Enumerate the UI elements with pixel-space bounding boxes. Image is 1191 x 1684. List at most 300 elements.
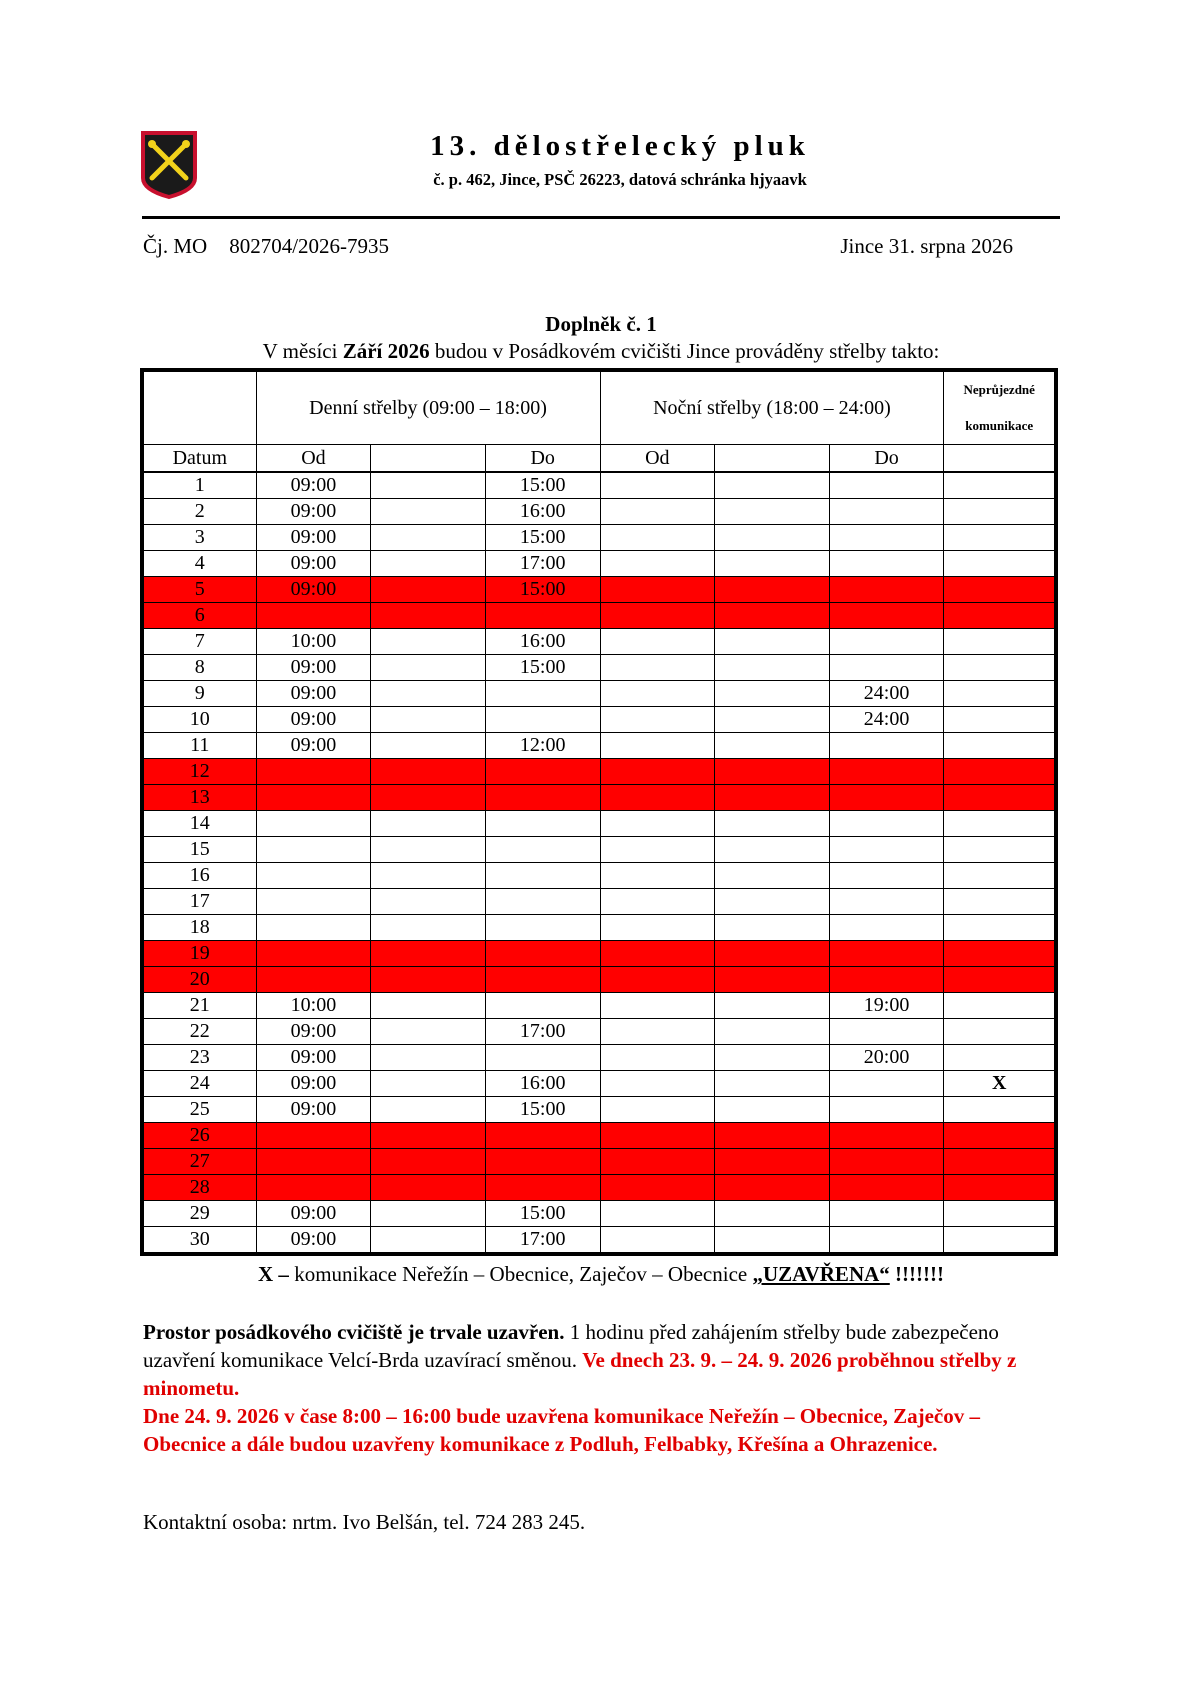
cell-time [600,733,715,759]
cell-time: 09:00 [256,655,371,681]
cell-time [715,1201,830,1227]
cell-time [485,785,600,811]
cell-date: 30 [144,1227,257,1253]
cell-time [829,759,944,785]
legend-mark: X – [258,1262,289,1286]
cell-time [829,551,944,577]
table-row [144,1071,1055,1097]
cell-time [485,1175,600,1201]
notes-paragraph-1: Prostor posádkového cvičiště je trvale uzavřen. 1 hodinu před zahájením střelby bude zabezpečeno uzavření komunikace Velcí-Brda uzavírací směnou. Ve dnech 23. 9. – 24. 9. 2026 proběhnou střelby z minometu. [143,1320,1017,1400]
cell-time [715,577,830,603]
cell-time [485,707,600,733]
cell-time [715,785,830,811]
reference-label: Čj. MO [143,234,208,258]
cell-time [715,655,830,681]
cell-time: 09:00 [256,1019,371,1045]
cell-time [829,629,944,655]
table-row [144,733,1055,759]
cell-time [944,655,1055,681]
cell-time [944,785,1055,811]
cell-time [371,655,486,681]
cell-time: 09:00 [256,1227,371,1253]
cell-date: 26 [144,1123,257,1149]
cell-time [600,551,715,577]
cell-time [600,655,715,681]
cell-time [485,811,600,837]
table-row [144,1019,1055,1045]
cell-time [944,1045,1055,1071]
header-day-to: Do [485,445,600,473]
cell-time [371,759,486,785]
cell-time: 15:00 [485,1097,600,1123]
cell-time [715,681,830,707]
reference-value: 802704/2026-7935 [229,234,390,258]
cell-time [944,889,1055,915]
cell-date: 25 [144,1097,257,1123]
cell-time [944,1201,1055,1227]
table-row [144,1045,1055,1071]
cell-time [829,811,944,837]
cell-time [256,785,371,811]
cell-time [944,577,1055,603]
cell-time: 17:00 [485,1227,600,1253]
cell-time [715,629,830,655]
cell-time: 17:00 [485,1019,600,1045]
cell-time [829,941,944,967]
cell-time [829,1175,944,1201]
cell-time [485,915,600,941]
cell-date: 16 [144,863,257,889]
cell-time [829,1201,944,1227]
cell-time: 09:00 [256,551,371,577]
cell-time: 16:00 [485,1071,600,1097]
cell-time [600,863,715,889]
cell-date: 29 [144,1201,257,1227]
cell-time [485,681,600,707]
cell-time [944,811,1055,837]
cell-time [829,785,944,811]
cell-time [944,499,1055,525]
cell-date: 3 [144,525,257,551]
cell-time: 09:00 [256,733,371,759]
cell-time [715,993,830,1019]
cell-time [371,1201,486,1227]
cell-time [600,472,715,499]
notes-section [143,1318,1043,1458]
cell-time [715,1045,830,1071]
header-night-to: Do [829,445,944,473]
cell-time [600,811,715,837]
cell-time [715,811,830,837]
table-row [144,837,1055,863]
cell-time [485,603,600,629]
cell-time [944,629,1055,655]
cell-date: 24 [144,1071,257,1097]
cell-time [829,472,944,499]
cell-time [715,707,830,733]
cell-time [485,941,600,967]
cell-time [371,499,486,525]
cell-time [256,967,371,993]
cell-time [371,733,486,759]
table-row [144,525,1055,551]
table-row [144,915,1055,941]
cell-time: 15:00 [485,655,600,681]
cell-time: 09:00 [256,472,371,499]
cell-time [256,1123,371,1149]
cell-time: 09:00 [256,1201,371,1227]
cell-time [600,1019,715,1045]
cell-time [256,837,371,863]
legend-closed-word: „UZAVŘENA“ [752,1262,890,1286]
cell-date: 7 [144,629,257,655]
cell-time: 19:00 [829,993,944,1019]
cell-time [715,525,830,551]
cell-time [371,811,486,837]
header-divider [142,216,1060,219]
cell-time [944,941,1055,967]
table-row [144,681,1055,707]
cell-time [371,1071,486,1097]
cell-time [600,1071,715,1097]
cell-time [829,525,944,551]
cell-time [715,551,830,577]
cell-time [371,1227,486,1253]
cell-time: 10:00 [256,629,371,655]
unit-address: č. p. 462, Jince, PSČ 26223, datová schránka hjyaavk [433,170,807,189]
cell-time [256,759,371,785]
cell-time: 09:00 [256,707,371,733]
cell-time [600,941,715,967]
cell-date: 8 [144,655,257,681]
table-column-header [144,445,1055,473]
cell-time [485,967,600,993]
cell-time [371,1045,486,1071]
header-night-blank [715,445,830,473]
cell-time: 16:00 [485,499,600,525]
cell-time [715,603,830,629]
cell-date: 2 [144,499,257,525]
cell-time [715,1175,830,1201]
cell-time [256,889,371,915]
cell-time [600,1201,715,1227]
table-row [144,941,1055,967]
cell-time [485,837,600,863]
cell-date: 11 [144,733,257,759]
table-row [144,1123,1055,1149]
cell-date: 18 [144,915,257,941]
cell-time [715,941,830,967]
cell-time [600,1045,715,1071]
cell-time [371,1175,486,1201]
cell-date: 21 [144,993,257,1019]
table-row [144,655,1055,681]
header-date: Datum [144,445,257,473]
cell-date: 1 [144,472,257,499]
cell-time [371,915,486,941]
cell-time [829,1097,944,1123]
cell-time [829,889,944,915]
table-row [144,759,1055,785]
cell-time [944,993,1055,1019]
cell-time [829,915,944,941]
cell-time [371,1123,486,1149]
cell-time [715,889,830,915]
cell-time [600,1097,715,1123]
cell-time [371,837,486,863]
cell-time [371,785,486,811]
cell-time [600,707,715,733]
cell-time [600,603,715,629]
cell-time [715,1149,830,1175]
cell-time [371,967,486,993]
cell-time [829,1227,944,1253]
cell-time: 09:00 [256,1045,371,1071]
cell-date: 12 [144,759,257,785]
cell-time: 09:00 [256,577,371,603]
table-row [144,499,1055,525]
cell-date: 23 [144,1045,257,1071]
header-day-from: Od [256,445,371,473]
road-closure-note: Dne 24. 9. 2026 v čase 8:00 – 16:00 bude uzavřena komunikace Neřežín – Obecnice, Zaječov – Obecnice a dále budou uzavřeny komunikace z Podluh, Felbabky, Křešína a Ohrazenice. [143,1404,980,1456]
cell-time [256,603,371,629]
cell-time [600,629,715,655]
cell-time: 09:00 [256,1071,371,1097]
cell-time [944,525,1055,551]
intro-text: V měsíci Září 2026 budou v Posádkovém cvičišti Jince prováděny střelby takto: [262,339,940,363]
cell-time [371,1019,486,1045]
cell-time [944,681,1055,707]
cell-time [371,681,486,707]
table-row [144,603,1055,629]
cell-time: 20:00 [829,1045,944,1071]
cell-date: 5 [144,577,257,603]
cell-time: 15:00 [485,577,600,603]
cell-time [371,889,486,915]
cell-time [371,1097,486,1123]
cell-time [371,941,486,967]
table-row [144,889,1055,915]
table-row [144,967,1055,993]
cell-time [600,525,715,551]
cell-time [829,603,944,629]
cell-time [829,1019,944,1045]
header-night-from: Od [600,445,715,473]
cell-time [944,759,1055,785]
cell-time: 15:00 [485,472,600,499]
cell-time [485,1123,600,1149]
cell-time [944,837,1055,863]
cell-time [371,863,486,889]
cell-time [944,1019,1055,1045]
table-row [144,811,1055,837]
cell-time [944,551,1055,577]
cell-time [371,1149,486,1175]
cell-time [256,863,371,889]
unit-name: 13. dělostřelecký pluk [430,130,810,162]
table-row [144,1201,1055,1227]
table-row [144,1149,1055,1175]
cell-time [600,759,715,785]
cell-time [715,1097,830,1123]
cell-date: 28 [144,1175,257,1201]
cell-time [256,941,371,967]
cell-time [715,915,830,941]
cell-date: 10 [144,707,257,733]
crossed-cannons-emblem-icon [140,130,198,200]
cell-time [715,499,830,525]
cell-time: 10:00 [256,993,371,1019]
table-row [144,993,1055,1019]
cell-time [944,915,1055,941]
cell-time [944,1123,1055,1149]
cell-time [600,1175,715,1201]
cell-time [600,915,715,941]
table-row [144,785,1055,811]
cell-time [600,1227,715,1253]
cell-time [600,1123,715,1149]
cell-time [600,1149,715,1175]
cell-time [715,1123,830,1149]
cell-time [829,837,944,863]
table-row [144,707,1055,733]
cell-time [715,837,830,863]
cell-time [485,1045,600,1071]
cell-time [256,915,371,941]
cell-date: 17 [144,889,257,915]
cell-time [600,889,715,915]
cell-date: 19 [144,941,257,967]
cell-time [485,863,600,889]
cell-time [944,603,1055,629]
cell-time: 15:00 [485,1201,600,1227]
cell-time [944,1149,1055,1175]
cell-time [829,655,944,681]
table-row [144,577,1055,603]
cell-time [485,1149,600,1175]
cell-time [371,603,486,629]
table-row [144,629,1055,655]
intro-month: Září 2026 [342,339,430,363]
cell-time [371,577,486,603]
table-row [144,1227,1055,1253]
cell-time [256,811,371,837]
cell-time [485,889,600,915]
cell-time [944,733,1055,759]
cell-time: 24:00 [829,681,944,707]
cell-time [944,1175,1055,1201]
cell-time [485,759,600,785]
cell-time [829,577,944,603]
cell-date: 13 [144,785,257,811]
cell-time [371,707,486,733]
cell-time [371,551,486,577]
header-day-blank [371,445,486,473]
cell-time [256,1175,371,1201]
cell-time: 09:00 [256,499,371,525]
contact-person: Kontaktní osoba: nrtm. Ivo Belšán, tel. 724 283 245. [143,1510,586,1534]
document-title: Doplněk č. 1 [545,312,657,336]
cell-time [829,1123,944,1149]
header-roads-blank [944,445,1055,473]
header-closed-roads: Neprůjezdné komunikace [944,372,1055,445]
cell-date: 6 [144,603,257,629]
cell-time [829,1149,944,1175]
cell-time: 09:00 [256,1097,371,1123]
cell-time [829,967,944,993]
reference-number [143,234,389,259]
cell-date: 15 [144,837,257,863]
cell-date: 27 [144,1149,257,1175]
cell-time [600,681,715,707]
cell-time [371,629,486,655]
cell-time [944,472,1055,499]
cell-time [944,967,1055,993]
cell-time [371,993,486,1019]
cell-time: 09:00 [256,525,371,551]
cell-time: 16:00 [485,629,600,655]
cell-time [715,1019,830,1045]
cell-time [715,1227,830,1253]
cell-time [485,993,600,1019]
header-day-firing: Denní střelby (09:00 – 18:00) [256,372,600,445]
cell-time [600,577,715,603]
cell-time [600,785,715,811]
cell-time [600,967,715,993]
cell-time [829,1071,944,1097]
cell-time: X [944,1071,1055,1097]
cell-time: 17:00 [485,551,600,577]
cell-time [600,837,715,863]
table-row [144,472,1055,499]
table-group-header [144,372,1055,445]
table-row [144,863,1055,889]
cell-date: 14 [144,811,257,837]
cell-time [715,1071,830,1097]
cell-time [371,525,486,551]
cell-time: 15:00 [485,525,600,551]
cell-time [715,967,830,993]
cell-time [944,1227,1055,1253]
cell-time [371,472,486,499]
cell-time [600,499,715,525]
table-row [144,551,1055,577]
cell-date: 22 [144,1019,257,1045]
header-empty-cell [144,372,257,445]
cell-time [944,863,1055,889]
header-night-firing: Noční střelby (18:00 – 24:00) [600,372,944,445]
cell-time: 12:00 [485,733,600,759]
cell-time [944,1097,1055,1123]
mortar-firing-note: Ve dnech 23. 9. – 24. 9. 2026 proběhnou střelby z minometu. [143,1348,1017,1400]
cell-time: 09:00 [256,681,371,707]
cell-time [256,1149,371,1175]
cell-time [715,733,830,759]
table-row [144,1175,1055,1201]
cell-time [829,499,944,525]
cell-time [829,733,944,759]
cell-time [715,472,830,499]
table-row [144,1097,1055,1123]
date-place: Jince 31. srpna 2026 [840,234,1013,258]
cell-time [715,759,830,785]
cell-date: 9 [144,681,257,707]
cell-time: 24:00 [829,707,944,733]
cell-time [600,993,715,1019]
cell-time [944,707,1055,733]
cell-date: 20 [144,967,257,993]
cell-time [715,863,830,889]
